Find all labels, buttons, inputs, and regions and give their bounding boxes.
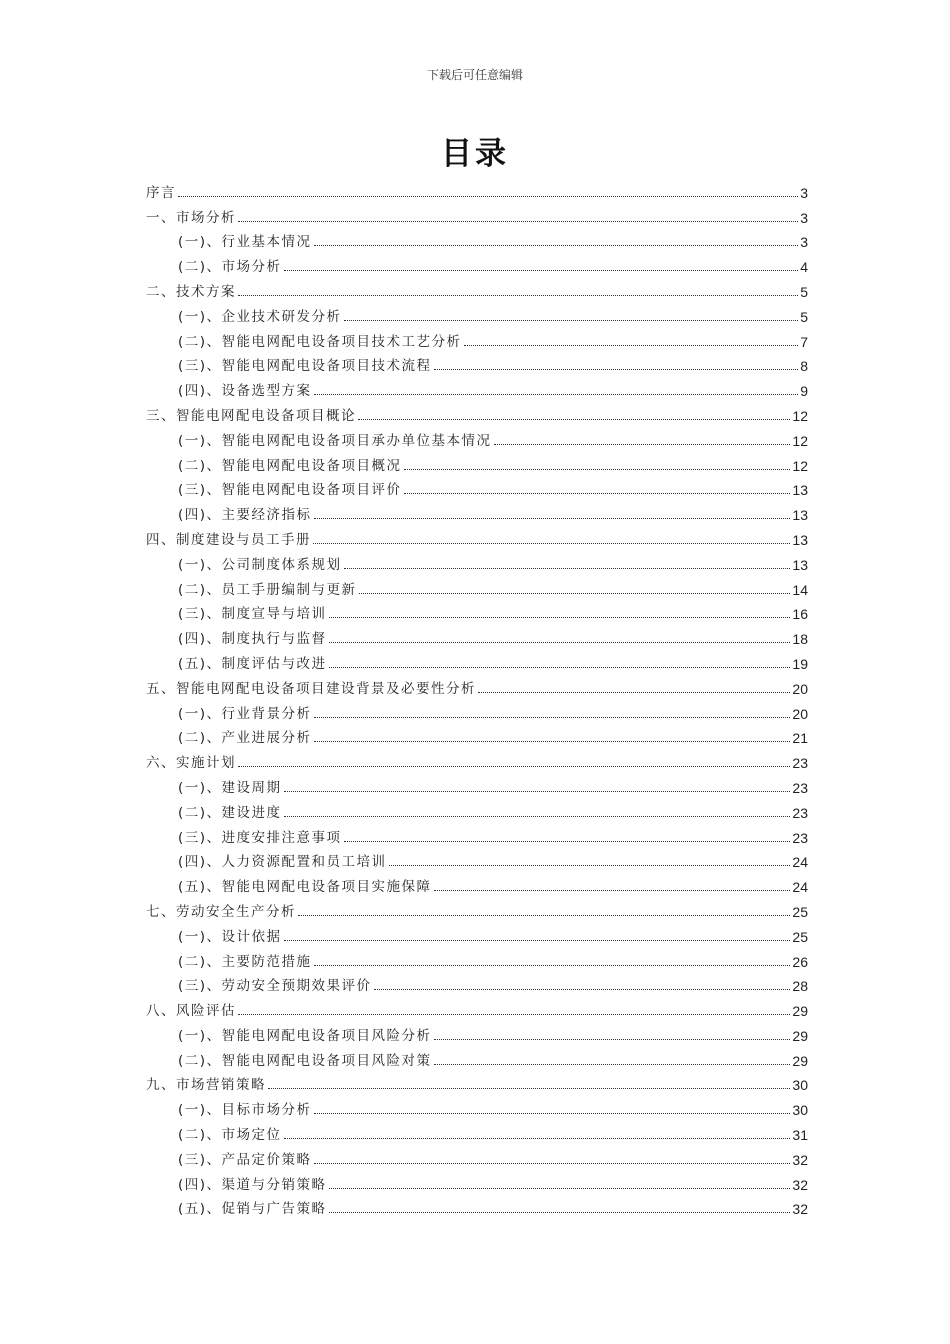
toc-entry-title: (四)、人力资源配置和员工培训 — [178, 854, 387, 871]
table-of-contents — [146, 176, 808, 1217]
toc-entry-title: (二)、智能电网配电设备项目风险对策 — [178, 1052, 432, 1069]
toc-page-number: 24 — [792, 879, 808, 896]
toc-dot-leader — [314, 245, 799, 246]
toc-entry-title: (二)、市场分析 — [178, 259, 282, 276]
toc-entry-title: (五)、智能电网配电设备项目实施保障 — [178, 879, 432, 896]
toc-entry[interactable] — [146, 994, 808, 1019]
toc-entry[interactable] — [146, 945, 808, 970]
toc-dot-leader — [464, 345, 799, 346]
toc-entry[interactable] — [146, 1193, 808, 1218]
toc-entry-title: (三)、产品定价策略 — [178, 1151, 312, 1168]
toc-dot-leader — [314, 1113, 791, 1114]
toc-entry-title: 九、市场营销策略 — [146, 1077, 266, 1094]
toc-entry[interactable] — [146, 1118, 808, 1143]
toc-entry-title: 四、制度建设与员工手册 — [146, 531, 311, 548]
toc-entry-title: (四)、主要经济指标 — [178, 507, 312, 524]
toc-page-number: 9 — [800, 383, 808, 400]
toc-entry-title: 八、风险评估 — [146, 1003, 236, 1020]
toc-entry[interactable] — [146, 1069, 808, 1094]
toc-page-number: 19 — [792, 655, 808, 672]
toc-page-number: 32 — [792, 1151, 808, 1168]
toc-entry-title: 二、技术方案 — [146, 283, 236, 300]
toc-entry[interactable] — [146, 424, 808, 449]
toc-page-number: 26 — [792, 953, 808, 970]
toc-page-number: 29 — [792, 1027, 808, 1044]
toc-entry[interactable] — [146, 176, 808, 201]
toc-dot-leader — [344, 568, 791, 569]
toc-dot-leader — [389, 865, 791, 866]
toc-entry-title: (一)、行业背景分析 — [178, 705, 312, 722]
toc-page-number: 3 — [800, 184, 808, 201]
toc-dot-leader — [434, 369, 799, 370]
toc-entry[interactable] — [146, 1143, 808, 1168]
toc-entry[interactable] — [146, 350, 808, 375]
toc-entry[interactable] — [146, 1168, 808, 1193]
toc-entry[interactable] — [146, 548, 808, 573]
toc-entry-title: (五)、制度评估与改进 — [178, 655, 327, 672]
toc-entry[interactable] — [146, 920, 808, 945]
toc-page-number: 30 — [792, 1077, 808, 1094]
toc-page-number: 31 — [792, 1127, 808, 1144]
toc-entry-title: (三)、进度安排注意事项 — [178, 829, 342, 846]
toc-page-number: 12 — [792, 432, 808, 449]
toc-page-number: 21 — [792, 730, 808, 747]
toc-entry[interactable] — [146, 325, 808, 350]
toc-entry-title: (二)、市场定位 — [178, 1127, 282, 1144]
toc-page-number: 7 — [800, 333, 808, 350]
toc-dot-leader — [314, 741, 791, 742]
toc-entry-title: 三、智能电网配电设备项目概论 — [146, 407, 356, 424]
toc-dot-leader — [314, 518, 791, 519]
toc-page-number: 12 — [792, 407, 808, 424]
toc-dot-leader — [238, 221, 798, 222]
toc-dot-leader — [238, 766, 790, 767]
toc-page-number: 23 — [792, 755, 808, 772]
page-title: 目录 — [441, 136, 509, 172]
toc-entry[interactable] — [146, 498, 808, 523]
toc-entry-title: (五)、促销与广告策略 — [178, 1201, 327, 1218]
toc-entry[interactable] — [146, 722, 808, 747]
toc-entry[interactable] — [146, 697, 808, 722]
toc-entry-title: (二)、主要防范措施 — [178, 953, 312, 970]
toc-dot-leader — [313, 543, 790, 544]
toc-page-number: 20 — [792, 705, 808, 722]
toc-entry-title: (一)、建设周期 — [178, 779, 282, 796]
toc-entry-title: 五、智能电网配电设备项目建设背景及必要性分析 — [146, 680, 476, 697]
toc-entry[interactable] — [146, 523, 808, 548]
toc-dot-leader — [284, 791, 791, 792]
toc-entry[interactable] — [146, 226, 808, 251]
toc-entry-title: (三)、劳动安全预期效果评价 — [178, 978, 372, 995]
toc-entry-title: (一)、设计依据 — [178, 928, 282, 945]
toc-page-number: 23 — [792, 829, 808, 846]
toc-page-number: 30 — [792, 1102, 808, 1119]
toc-entry[interactable] — [146, 275, 808, 300]
toc-page-number: 3 — [800, 209, 808, 226]
toc-entry[interactable] — [146, 201, 808, 226]
toc-dot-leader — [329, 642, 791, 643]
toc-entry[interactable] — [146, 647, 808, 672]
toc-entry[interactable] — [146, 573, 808, 598]
toc-entry-title: 一、市场分析 — [146, 209, 236, 226]
toc-entry-title: (一)、公司制度体系规划 — [178, 556, 342, 573]
toc-entry[interactable] — [146, 970, 808, 995]
toc-dot-leader — [434, 890, 791, 891]
toc-entry-title: (二)、智能电网配电设备项目概况 — [178, 457, 402, 474]
toc-dot-leader — [358, 419, 790, 420]
toc-entry-title: (四)、设备选型方案 — [178, 383, 312, 400]
toc-page-number: 16 — [792, 606, 808, 623]
toc-page-number: 3 — [800, 234, 808, 251]
toc-entry-title: (一)、企业技术研发分析 — [178, 308, 342, 325]
toc-page-number: 13 — [792, 482, 808, 499]
toc-entry-title: 序言 — [146, 184, 176, 201]
toc-entry-title: (二)、智能电网配电设备项目技术工艺分析 — [178, 333, 462, 350]
toc-page-number: 28 — [792, 978, 808, 995]
toc-dot-leader — [314, 1163, 791, 1164]
toc-entry[interactable] — [146, 1019, 808, 1044]
toc-entry[interactable] — [146, 895, 808, 920]
toc-dot-leader — [344, 320, 799, 321]
toc-page-number: 32 — [792, 1176, 808, 1193]
toc-dot-leader — [404, 493, 791, 494]
toc-page-number: 8 — [800, 358, 808, 375]
toc-dot-leader — [478, 692, 790, 693]
toc-page-number: 32 — [792, 1201, 808, 1218]
toc-entry[interactable] — [146, 821, 808, 846]
toc-page-number: 12 — [792, 457, 808, 474]
toc-dot-leader — [284, 270, 799, 271]
toc-page-number: 13 — [792, 556, 808, 573]
toc-dot-leader — [298, 915, 790, 916]
toc-entry-title: (一)、智能电网配电设备项目风险分析 — [178, 1027, 432, 1044]
toc-dot-leader — [359, 593, 791, 594]
toc-entry-title: (二)、建设进度 — [178, 804, 282, 821]
toc-page-number: 13 — [792, 507, 808, 524]
toc-entry[interactable] — [146, 598, 808, 623]
toc-dot-leader — [238, 295, 798, 296]
toc-entry-title: 七、劳动安全生产分析 — [146, 903, 296, 920]
toc-entry[interactable] — [146, 771, 808, 796]
toc-page-number: 20 — [792, 680, 808, 697]
toc-dot-leader — [374, 989, 791, 990]
toc-page-number: 23 — [792, 804, 808, 821]
toc-page-number: 24 — [792, 854, 808, 871]
toc-dot-leader — [314, 965, 791, 966]
toc-entry[interactable] — [146, 474, 808, 499]
toc-entry-title: (三)、制度宣导与培训 — [178, 606, 327, 623]
toc-page-number: 29 — [792, 1003, 808, 1020]
toc-entry-title: 六、实施计划 — [146, 755, 236, 772]
toc-entry-title: (一)、智能电网配电设备项目承办单位基本情况 — [178, 432, 492, 449]
toc-page-number: 29 — [792, 1052, 808, 1069]
toc-entry-title: (三)、智能电网配电设备项目技术流程 — [178, 358, 432, 375]
toc-dot-leader — [434, 1039, 791, 1040]
header-note: 下载后可任意编辑 — [426, 68, 523, 82]
toc-dot-leader — [494, 444, 791, 445]
toc-page-number: 4 — [800, 259, 808, 276]
toc-entry-title: (一)、行业基本情况 — [178, 234, 312, 251]
toc-entry[interactable] — [146, 796, 808, 821]
toc-page-number: 23 — [792, 779, 808, 796]
toc-entry[interactable] — [146, 846, 808, 871]
toc-dot-leader — [404, 469, 791, 470]
toc-dot-leader — [178, 196, 798, 197]
toc-page-number: 14 — [792, 581, 808, 598]
toc-dot-leader — [329, 667, 791, 668]
toc-entry-title: (二)、产业进展分析 — [178, 730, 312, 747]
toc-entry[interactable] — [146, 449, 808, 474]
toc-dot-leader — [329, 1188, 791, 1189]
toc-dot-leader — [314, 394, 799, 395]
toc-entry[interactable] — [146, 399, 808, 424]
toc-page-number: 25 — [792, 928, 808, 945]
toc-entry-title: (二)、员工手册编制与更新 — [178, 581, 357, 598]
toc-page-number: 25 — [792, 903, 808, 920]
toc-dot-leader — [329, 1212, 791, 1213]
toc-entry-title: (四)、渠道与分销策略 — [178, 1176, 327, 1193]
toc-dot-leader — [268, 1088, 790, 1089]
toc-entry[interactable] — [146, 1044, 808, 1069]
toc-entry[interactable] — [146, 374, 808, 399]
toc-entry[interactable] — [146, 746, 808, 771]
toc-entry[interactable] — [146, 622, 808, 647]
toc-page-number: 13 — [792, 531, 808, 548]
toc-dot-leader — [329, 617, 791, 618]
toc-dot-leader — [284, 940, 791, 941]
toc-entry-title: (一)、目标市场分析 — [178, 1102, 312, 1119]
toc-entry[interactable] — [146, 870, 808, 895]
toc-dot-leader — [314, 717, 791, 718]
toc-entry[interactable] — [146, 250, 808, 275]
toc-entry[interactable] — [146, 672, 808, 697]
toc-dot-leader — [284, 816, 791, 817]
toc-page-number: 5 — [800, 308, 808, 325]
toc-dot-leader — [238, 1014, 790, 1015]
toc-entry[interactable] — [146, 1093, 808, 1118]
toc-dot-leader — [434, 1064, 791, 1065]
toc-entry-title: (四)、制度执行与监督 — [178, 631, 327, 648]
toc-entry-title: (三)、智能电网配电设备项目评价 — [178, 482, 402, 499]
toc-page-number: 5 — [800, 283, 808, 300]
toc-page-number: 18 — [792, 631, 808, 648]
toc-entry[interactable] — [146, 300, 808, 325]
toc-dot-leader — [284, 1138, 791, 1139]
toc-dot-leader — [344, 841, 791, 842]
